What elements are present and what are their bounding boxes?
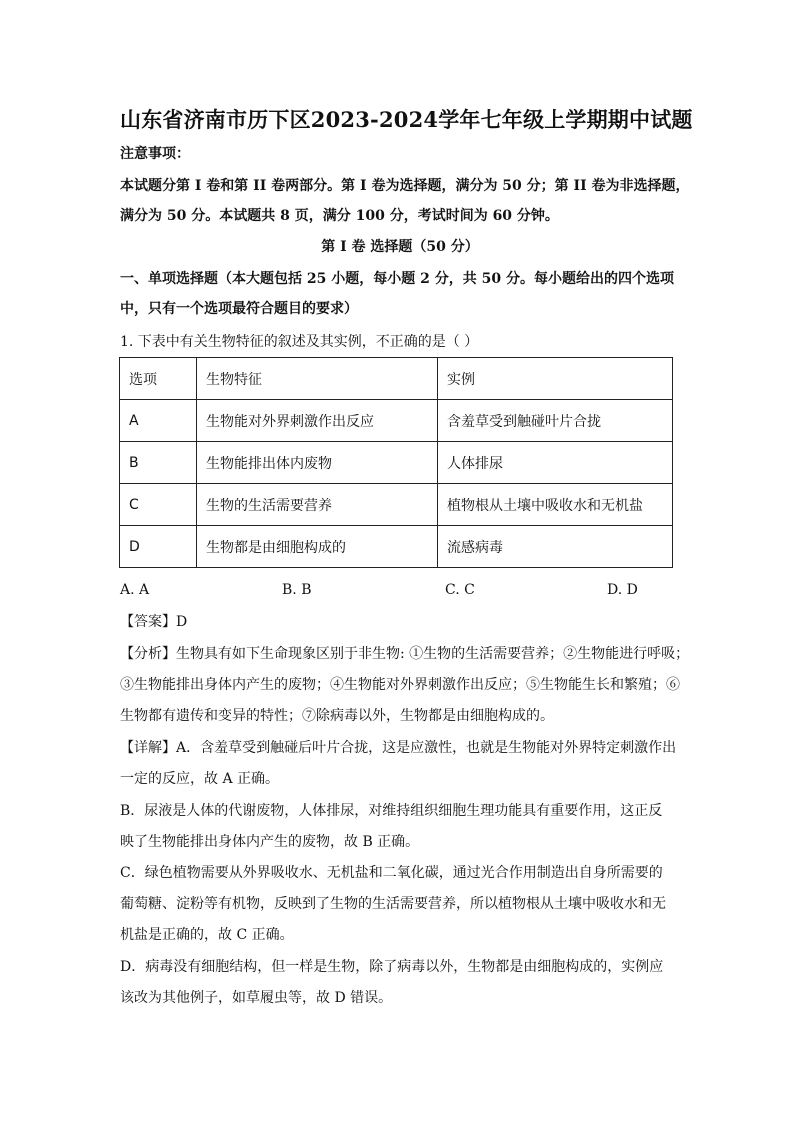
table-header-cell: 选项 bbox=[120, 358, 197, 400]
explanation-line: 该改为其他例子，如草履虫等，故 D 错误。 bbox=[120, 990, 393, 1006]
table-cell: 植物根从土壤中吸收水和无机盐 bbox=[438, 484, 673, 526]
table-header-cell: 生物特征 bbox=[197, 358, 438, 400]
explanation-line: 一定的反应，故 A 正确。 bbox=[120, 771, 280, 787]
table-row bbox=[120, 484, 673, 526]
option-a: A. A bbox=[120, 582, 150, 598]
option-c: C. C bbox=[445, 582, 475, 598]
question-table bbox=[119, 357, 673, 568]
explanation-line: 【详解】A．含羞草受到触碰后叶片合拢，这是应激性，也就是生物能对外界特定刺激作出 bbox=[120, 740, 677, 756]
table-header-row bbox=[120, 358, 673, 400]
table-cell: 生物能对外界刺激作出反应 bbox=[197, 400, 438, 442]
explanation-line: 映了生物能排出身体内产生的废物，故 B 正确。 bbox=[120, 834, 420, 850]
section-title: 第 I 卷 选择题（50 分） bbox=[321, 239, 479, 255]
analysis-line: 【分析】生物具有如下生命现象区别于非生物: ①生物的生活需要营养；②生物能进行呼吸； bbox=[120, 646, 690, 662]
question-stem: 1. 下表中有关生物特征的叙述及其实例，不正确的是（ ） bbox=[120, 334, 479, 350]
explanation-line: B．尿液是人体的代谢废物，人体排尿，对维持组织细胞生理功能具有重要作用，这正反 bbox=[120, 803, 663, 819]
table-cell: 生物都是由细胞构成的 bbox=[197, 526, 438, 568]
option-b: B. B bbox=[282, 582, 312, 598]
table-cell: A bbox=[120, 400, 197, 442]
part-heading: 中，只有一个选项最符合题目的要求） bbox=[120, 301, 358, 317]
table-cell: 流感病毒 bbox=[438, 526, 673, 568]
option-d: D. D bbox=[607, 582, 638, 598]
analysis-line: 生物都有遗传和变异的特性；⑦除病毒以外，生物都是由细胞构成的。 bbox=[120, 708, 554, 724]
table-cell: 人体排尿 bbox=[438, 442, 673, 484]
explanation-line: 葡萄糖、淀粉等有机物，反映到了生物的生活需要营养，所以植物根从土壤中吸收水和无 bbox=[120, 896, 666, 912]
analysis-line: ③生物能排出身体内产生的废物；④生物能对外界刺激作出反应；⑤生物能生长和繁殖；⑥ bbox=[120, 677, 680, 693]
notice-line: 满分为 50 分。本试题共 8 页，满分 100 分，考试时间为 60 分钟。 bbox=[120, 208, 559, 224]
table-cell: C bbox=[120, 484, 197, 526]
explanation-line: 机盐是正确的，故 C 正确。 bbox=[120, 927, 294, 943]
explanation-line: C．绿色植物需要从外界吸收水、无机盐和二氧化碳，通过光合作用制造出自身所需要的 bbox=[120, 865, 663, 881]
notice-heading: 注意事项： bbox=[120, 146, 190, 162]
table-cell: 生物能排出体内废物 bbox=[197, 442, 438, 484]
notice-line: 本试题分第 I 卷和第 II 卷两部分。第 I 卷为选择题，满分为 50 分；第 II 卷为非选择题， bbox=[120, 178, 690, 194]
answer-line: 【答案】D bbox=[120, 614, 188, 630]
table-cell: D bbox=[120, 526, 197, 568]
table-cell: 生物的生活需要营养 bbox=[197, 484, 438, 526]
table-row bbox=[120, 526, 673, 568]
table-row bbox=[120, 400, 673, 442]
table-cell: 含羞草受到触碰叶片合拢 bbox=[438, 400, 673, 442]
table-header-cell: 实例 bbox=[438, 358, 673, 400]
part-heading: 一、单项选择题（本大题包括 25 小题，每小题 2 分，共 50 分。每小题给出的四个选项 bbox=[120, 271, 674, 287]
explanation-line: D．病毒没有细胞结构，但一样是生物，除了病毒以外，生物都是由细胞构成的，实例应 bbox=[120, 959, 664, 975]
answer-options bbox=[120, 582, 680, 600]
table-cell: B bbox=[120, 442, 197, 484]
table-row bbox=[120, 442, 673, 484]
page-title: 山东省济南市历下区2023-2024学年七年级上学期期中试题 bbox=[120, 107, 693, 132]
